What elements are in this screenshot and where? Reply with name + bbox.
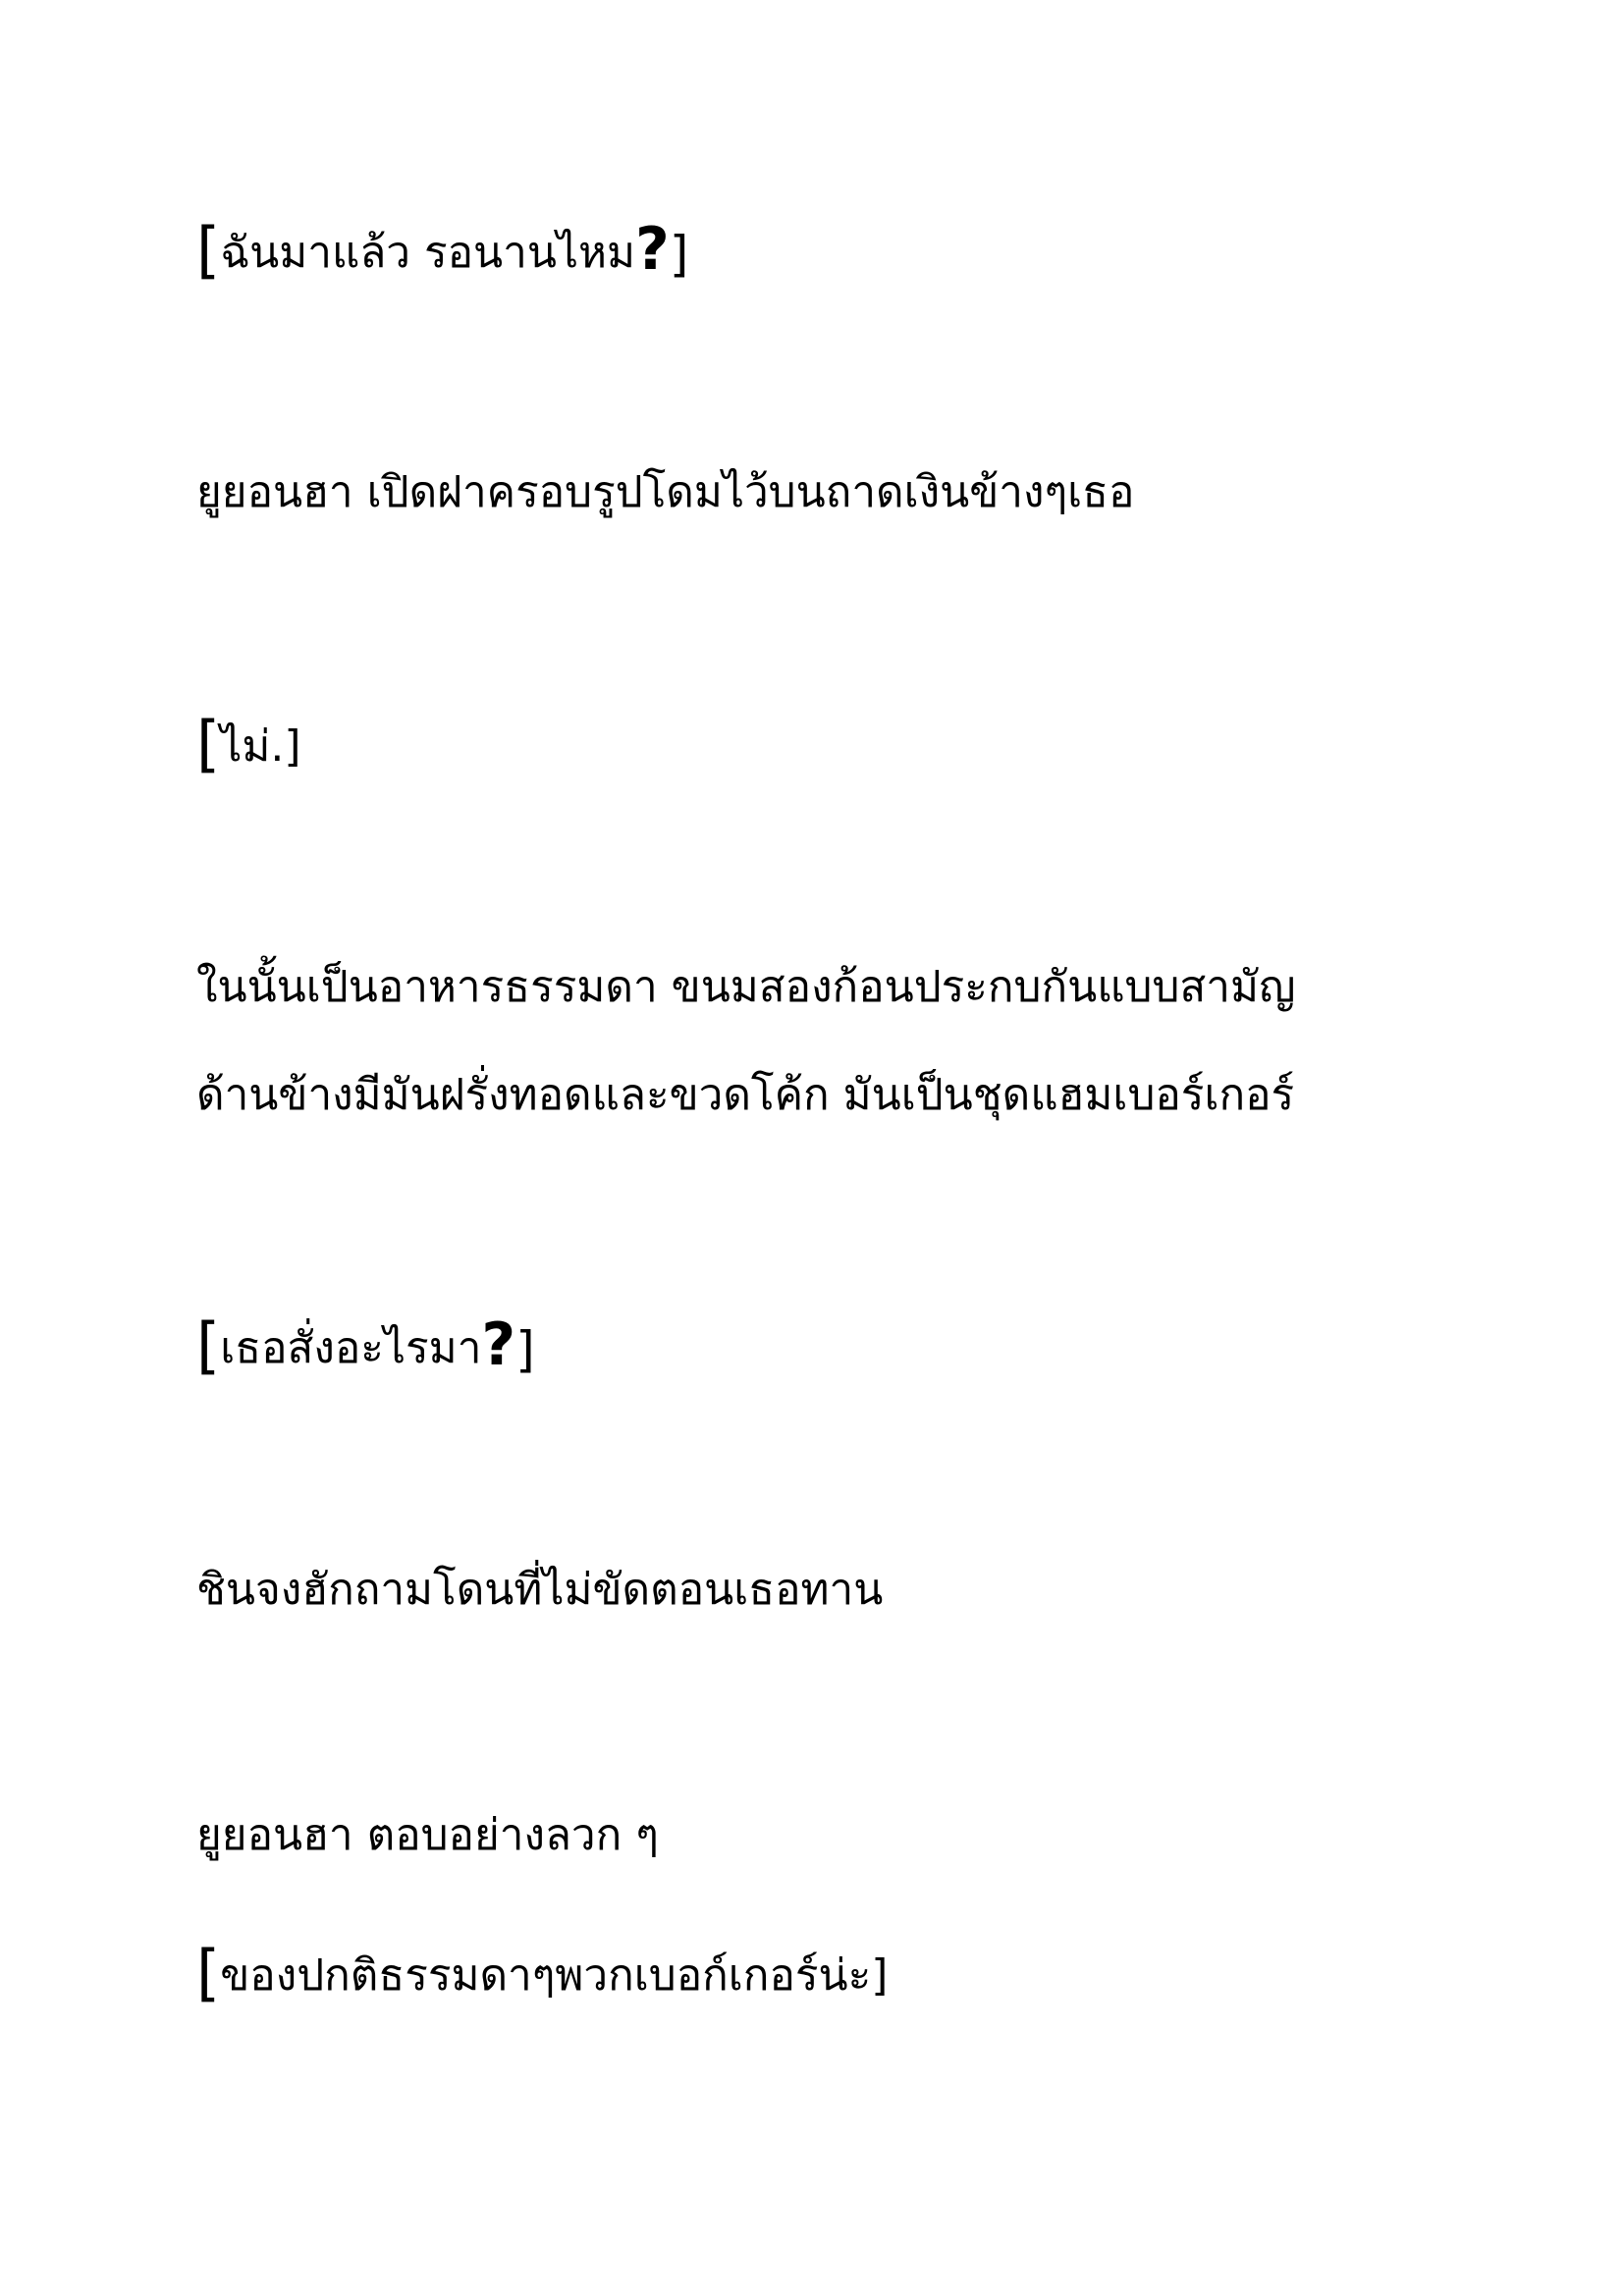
dialogue-line	[196, 708, 301, 779]
narration-text: ยูยอนฮา เปิดฝาครอบรูปโดมไว้บนถาดเงินข้างๆเธอ	[196, 467, 1135, 517]
narration-text: ด้านข้างมีมันฝรั่งทอดและขวดโค้ก มันเป็นชุดแฮมเบอร์เกอร์	[196, 1070, 1295, 1120]
close-bracket: ]	[871, 1950, 889, 2001]
narration-line	[196, 1561, 883, 1620]
dialogue-line	[196, 214, 689, 286]
dialogue-text: ฉันมาแล้ว รอนานไหม	[220, 228, 636, 278]
narration-line	[196, 1806, 659, 1865]
dialogue-text: เธอสั่งอะไรมา	[220, 1323, 482, 1373]
narration-text: ยูยอนฮา ตอบอย่างลวก ๆ	[196, 1810, 659, 1860]
narration-line	[196, 463, 1134, 522]
close-bracket: ]	[284, 721, 301, 772]
narration-text: ชินจงฮักถามโดนที่ไม่ขัดตอนเธอทาน	[196, 1565, 884, 1615]
narration-text: ในนั้นเป็นอาหารธรรมดา ขนมสองก้อนประกบกันแบบสามัญ	[196, 962, 1296, 1012]
dialogue-line	[196, 1937, 889, 2008]
dialogue-line	[196, 1309, 535, 1381]
close-bracket: ]	[515, 1321, 535, 1378]
question-mark: ?	[481, 1310, 516, 1379]
narration-line	[196, 1066, 1294, 1125]
open-bracket: [	[196, 1937, 221, 2008]
dialogue-text: ของปกติธรรมดาๆพวกเบอก์เกอร์น่ะ	[220, 1950, 872, 2001]
question-mark: ?	[635, 215, 670, 284]
open-bracket: [	[196, 214, 221, 286]
narration-line	[196, 958, 1295, 1017]
open-bracket: [	[196, 1309, 221, 1381]
close-bracket: ]	[669, 226, 689, 283]
dialogue-text: ไม่.	[220, 721, 285, 772]
open-bracket: [	[196, 708, 221, 779]
